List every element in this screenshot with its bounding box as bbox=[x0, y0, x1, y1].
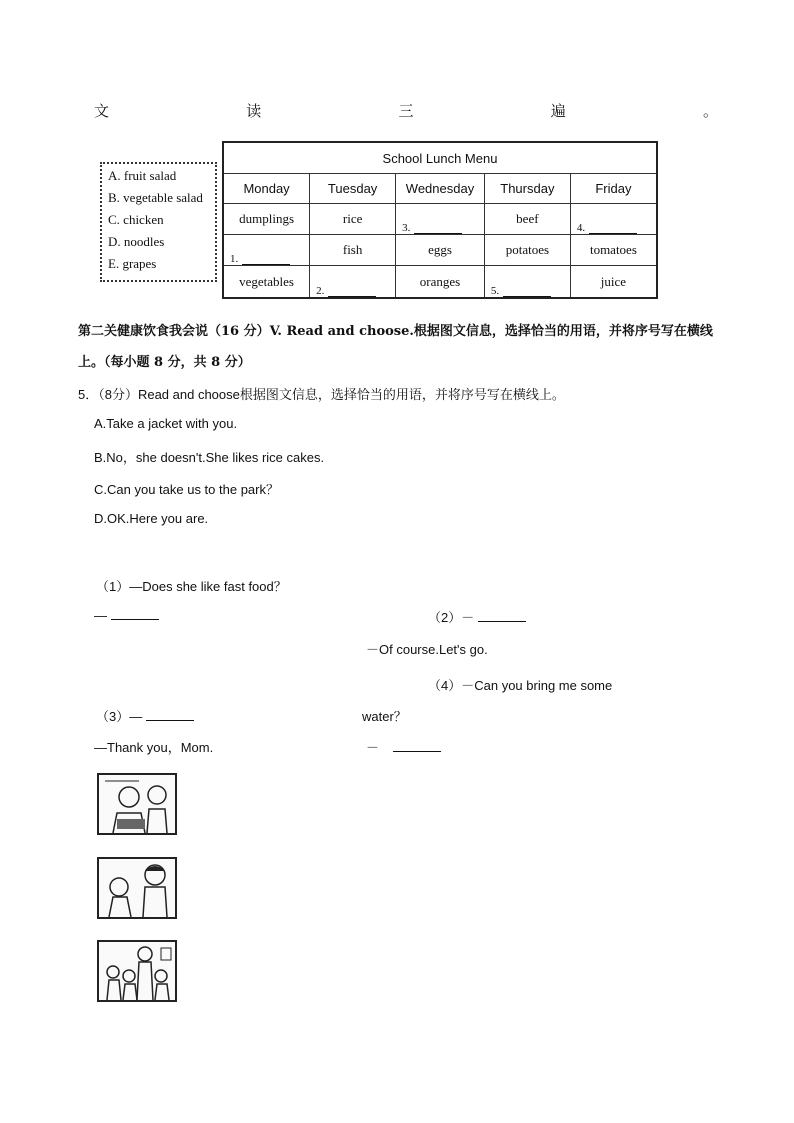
choice-c: C.Can you take us to the park？ bbox=[94, 482, 279, 497]
header-char: 。 bbox=[702, 102, 718, 120]
dash: － bbox=[366, 740, 380, 755]
illustration-1 bbox=[97, 773, 177, 835]
menu-cell: potatoes bbox=[484, 234, 570, 265]
header-char: 文 bbox=[94, 102, 110, 120]
blank-number: 2. bbox=[316, 285, 325, 297]
menu-cell: oranges bbox=[396, 266, 485, 298]
menu-blank-cell bbox=[484, 266, 570, 298]
section-heading-cont: 上。（每小题 8 分，共 8 分） bbox=[78, 355, 251, 370]
blank-number: 3. bbox=[402, 221, 411, 234]
dialogue-q2-label: （2）－ bbox=[428, 610, 475, 625]
menu-cell: beef bbox=[484, 203, 570, 234]
dialogue-q2-reply: －Of course.Let's go. bbox=[366, 642, 488, 657]
dialogue-q3-label: （3）— bbox=[96, 709, 143, 724]
answer-blank[interactable] bbox=[146, 708, 194, 721]
menu-cell: eggs bbox=[396, 234, 485, 265]
illustration-3 bbox=[97, 940, 177, 1002]
header-spread-text bbox=[94, 100, 718, 121]
header-char: 三 bbox=[398, 102, 414, 120]
menu-cell: juice bbox=[570, 266, 657, 298]
header-char: 读 bbox=[246, 102, 262, 120]
word-options-box bbox=[100, 162, 217, 282]
menu-blank-cell bbox=[223, 234, 310, 265]
choice-a: A.Take a jacket with you. bbox=[94, 416, 238, 431]
menu-blank-cell bbox=[310, 266, 396, 298]
dash: — bbox=[94, 608, 107, 623]
answer-blank[interactable] bbox=[478, 609, 526, 622]
menu-blank-cell bbox=[396, 203, 485, 234]
answer-blank[interactable] bbox=[503, 286, 551, 297]
option-c: C. chicken bbox=[108, 212, 164, 227]
answer-blank[interactable] bbox=[328, 286, 376, 297]
day-header: Wednesday bbox=[396, 174, 485, 204]
menu-title: School Lunch Menu bbox=[223, 142, 657, 174]
dialogue-q3-reply: —Thank you，Mom. bbox=[94, 740, 214, 755]
option-e: E. grapes bbox=[108, 256, 157, 271]
option-a: A. fruit salad bbox=[108, 168, 177, 183]
menu-cell: rice bbox=[310, 203, 396, 234]
answer-blank[interactable] bbox=[111, 607, 159, 620]
choice-d: D.OK.Here you are. bbox=[94, 511, 209, 526]
choice-b: B.No，she doesn't.She likes rice cakes. bbox=[94, 450, 325, 465]
answer-blank[interactable] bbox=[414, 223, 462, 234]
dialogue-q2 bbox=[428, 607, 526, 626]
dialogue-q4-answer bbox=[366, 737, 441, 756]
question-label: 5．（8分）Read and choose根据图文信息，选择恰当的用语，并将序号写在横线上。 bbox=[78, 387, 565, 402]
answer-blank[interactable] bbox=[242, 254, 290, 265]
day-header: Monday bbox=[223, 174, 310, 204]
dialogue-q1: （1）—Does she like fast food？ bbox=[96, 579, 287, 594]
menu-cell: tomatoes bbox=[570, 234, 657, 265]
day-header: Thursday bbox=[484, 174, 570, 204]
answer-blank[interactable] bbox=[393, 739, 441, 752]
illustration-2 bbox=[97, 857, 177, 919]
day-header: Tuesday bbox=[310, 174, 396, 204]
option-b: B. vegetable salad bbox=[108, 190, 203, 205]
menu-blank-cell bbox=[570, 203, 657, 234]
blank-number: 1. bbox=[230, 253, 239, 266]
blank-number: 4. bbox=[576, 221, 586, 234]
menu-cell: vegetables bbox=[223, 266, 310, 298]
lunch-menu-table bbox=[222, 141, 658, 299]
section-heading: 第二关健康饮食我会说（16 分）V. Read and choose.根据图文信息，选择恰当的用语，并将序号写在横线 bbox=[78, 324, 713, 339]
option-d: D. noodles bbox=[108, 234, 165, 249]
dialogue-q4: （4）－Can you bring me some bbox=[428, 678, 613, 693]
answer-blank[interactable] bbox=[589, 223, 637, 234]
menu-cell: dumplings bbox=[223, 203, 310, 234]
dialogue-q1-answer bbox=[94, 607, 159, 623]
menu-cell: fish bbox=[310, 234, 396, 265]
dialogue-q3 bbox=[96, 706, 194, 725]
header-char: 遍 bbox=[550, 102, 566, 120]
dialogue-q4-cont: water？ bbox=[362, 709, 407, 724]
day-header: Friday bbox=[570, 174, 657, 204]
blank-number: 5. bbox=[490, 285, 500, 297]
